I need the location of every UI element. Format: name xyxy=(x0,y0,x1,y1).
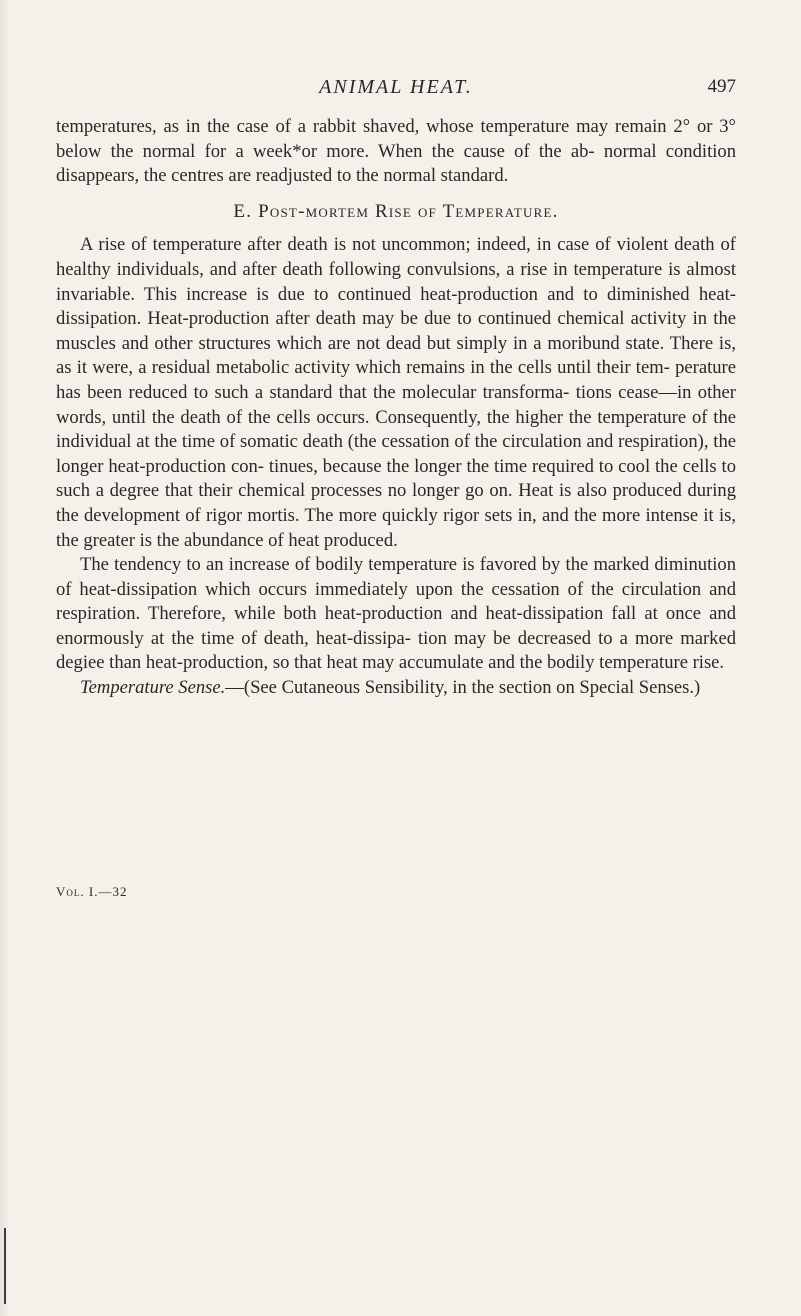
volume-signature xyxy=(56,884,127,900)
body-text xyxy=(56,115,736,701)
running-head xyxy=(56,76,736,102)
temperature-sense-reference: —(See Cutaneous Sensibility, in the section on Special Senses.) xyxy=(225,677,701,699)
section-heading xyxy=(56,200,736,225)
paragraph-heat-dissipation: The tendency to an increase of bodily temperature is favored by the marked diminution of heat-dissipation which occurs immediately upon the cessation of the circulation and respiration. Therefore, while both heat-production and heat-dissipation fall at once and enormously at the time of death, heat-dissipa- tion may be decreased to a more marked degiee than heat-production, so that heat may accumulate and the bodily temperature rise. xyxy=(56,554,736,674)
temperature-sense-term: Temperature Sense. xyxy=(80,677,226,699)
paragraph-post-mortem: A rise of temperature after death is not uncommon; indeed, in case of violent death of healthy individuals, and after death following convulsions, a rise in temperature is almost invariable. This increase is due to continued heat-production and to diminished heat-dissipation. Heat-production after death may be due to continued chemical activity in the muscles and other structures which are not dead but simply in a moribund state. There is, as it were, a residual metabolic activity which remains in the cells until their tem- perature has been reduced to such a standard that the molecular transforma- tions cease—in other words, until the death of the cells occurs. Consequently, the higher the temperature of the individual at the time of somatic death (the cessation of the circulation and respiration), the longer heat-production con- tinues, because the longer the time required to cool the cells to such a degree that their chemical processes no longer go on. Heat is also produced during the development of rigor mortis. The more quickly rigor sets in, and the more intense it is, the greater is the abundance of heat produced. xyxy=(56,234,736,551)
page-number: 497 xyxy=(707,76,736,97)
section-title: Post-mortem Rise of Temperature. xyxy=(258,200,559,222)
volume-signature-text: Vol. I.—32 xyxy=(56,884,128,899)
paragraph-temperature-sense xyxy=(56,676,736,701)
running-title: ANIMAL HEAT. xyxy=(319,76,473,98)
section-letter: E. xyxy=(233,200,253,222)
binding-edge-mark xyxy=(4,1228,6,1304)
page-edge-shadow xyxy=(0,0,10,1316)
paragraph-continuation: temperatures, as in the case of a rabbit shaved, whose temperature may remain 2° or 3° below the normal for a week*or more. When the cause of the ab- normal condition disappears, the centres are readjusted to the normal standard. xyxy=(56,116,736,187)
